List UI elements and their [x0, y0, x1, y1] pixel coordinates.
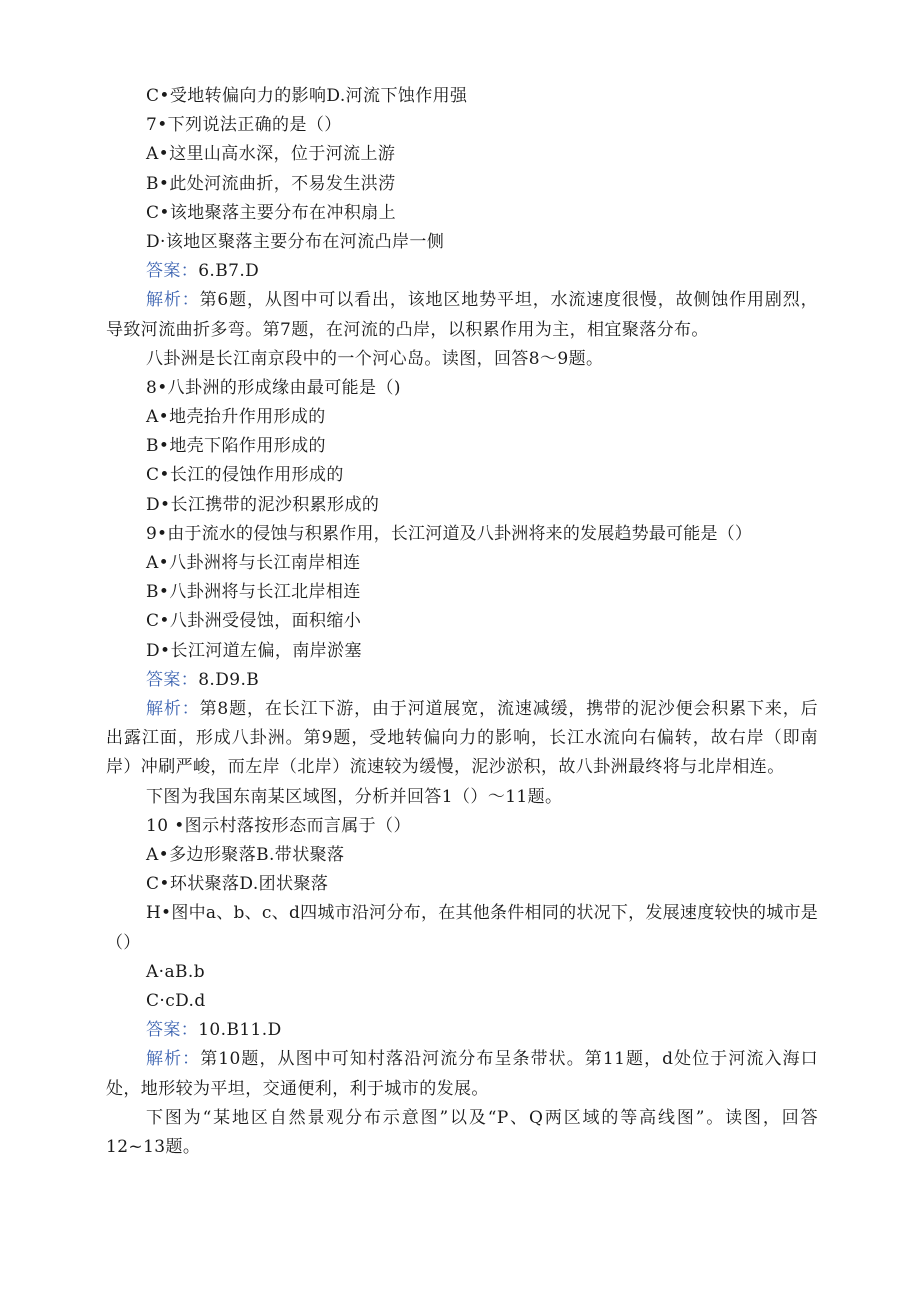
intro-10-11: 下图为我国东南某区域图，分析并回答1（）〜11题。: [146, 786, 563, 807]
answer-label: 答案：: [146, 1020, 199, 1041]
question-8-stem: 8•八卦洲的形成缘由最可能是（): [146, 377, 401, 398]
document-page: [106, 82, 818, 1162]
question-10-stem: 10 •图示村落按形态而言属于（）: [146, 815, 411, 836]
answer-text: 6.B7.D: [198, 261, 260, 282]
explanation-text: 第8题，在长江下游，由于河道展宽，流速减缓，携带的泥沙便会积累下来，后出露江面，形成八卦洲。第9题，受地转偏向力的影响，长江水流向右偏转，故右岸（即南岸）冲刷严峻，而左岸（北岸）流速较为缓慢，泥沙淤积，故八卦洲最终将与北岸相连。: [106, 698, 818, 778]
explanation-label: 解析：: [146, 290, 200, 311]
option-9a: A•八卦洲将与长江南岸相连: [146, 553, 361, 574]
explanation-text: 第6题，从图中可以看出，该地区地势平坦，水流速度很慢，故侧蚀作用剧烈，导致河流曲折多弯。第7题，在河流的凸岸，以积累作用为主，相宜聚落分布。: [106, 290, 818, 340]
intro-8-9: 八卦洲是长江南京段中的一个河心岛。读图，回答8〜9题。: [146, 348, 604, 369]
answer-text: 8.D9.B: [198, 669, 260, 690]
option-7c: C•该地聚落主要分布在冲积扇上: [146, 202, 397, 223]
option-8b: B•地壳下陷作用形成的: [146, 436, 326, 457]
option-9c: C•八卦洲受侵蚀，面积缩小: [146, 611, 362, 632]
explanation-label: 解析：: [146, 1049, 201, 1070]
option-9d: D•长江河道左偏，南岸淤塞: [146, 640, 362, 661]
option-8c: C•长江的侵蚀作用形成的: [146, 465, 344, 486]
explanation-label: 解析：: [146, 698, 200, 719]
option-8d: D•长江携带的泥沙积累形成的: [146, 494, 380, 515]
explanation-6-7: [106, 286, 818, 344]
answer-10-11: [106, 1016, 818, 1045]
question-7-stem: 7•下列说法正确的是（）: [146, 115, 342, 136]
question-11-stem: H•图中a、b、c、d四城市沿河分布，在其他条件相同的状况下，发展速度较快的城市是（）: [106, 903, 818, 953]
explanation-text: 第10题，从图中可知村落沿河流分布呈条带状。第11题，d处位于河流入海口处，地形较为平坦，交通便利，利于城市的发展。: [106, 1049, 819, 1099]
option-10cd: C•环状聚落D.团状聚落: [146, 874, 329, 895]
answer-6-7: [106, 257, 818, 286]
option-11cd: C·cD.d: [146, 990, 206, 1011]
option-10ab: A•多边形聚落B.带状聚落: [146, 844, 345, 865]
option-7a: A•这里山高水深，位于河流上游: [146, 144, 396, 165]
answer-8-9: [106, 666, 818, 695]
answer-text: 10.B11.D: [198, 1020, 282, 1041]
option-7d: D·该地区聚落主要分布在河流凸岸一侧: [146, 231, 445, 252]
option-6c: C•受地转偏向力的影响D.河流下蚀作用强: [146, 86, 468, 106]
option-9b: B•八卦洲将与长江北岸相连: [146, 582, 361, 603]
question-9-stem: 9•由于流水的侵蚀与积累作用，长江河道及八卦洲将来的发展趋势最可能是（）: [146, 523, 753, 544]
answer-label: 答案：: [146, 261, 199, 282]
option-7b: B•此处河流曲折，不易发生洪涝: [146, 173, 396, 194]
option-8a: A•地壳抬升作用形成的: [146, 407, 326, 428]
explanation-10-11: [106, 1045, 818, 1103]
explanation-8-9: [106, 695, 818, 783]
option-11ab: A·aB.b: [146, 961, 205, 982]
answer-label: 答案：: [146, 669, 199, 690]
intro-12-13: 下图为“某地区自然景观分布示意图”以及“P、Q两区域的等高线图”。读图，回答12~13题。: [106, 1107, 818, 1157]
